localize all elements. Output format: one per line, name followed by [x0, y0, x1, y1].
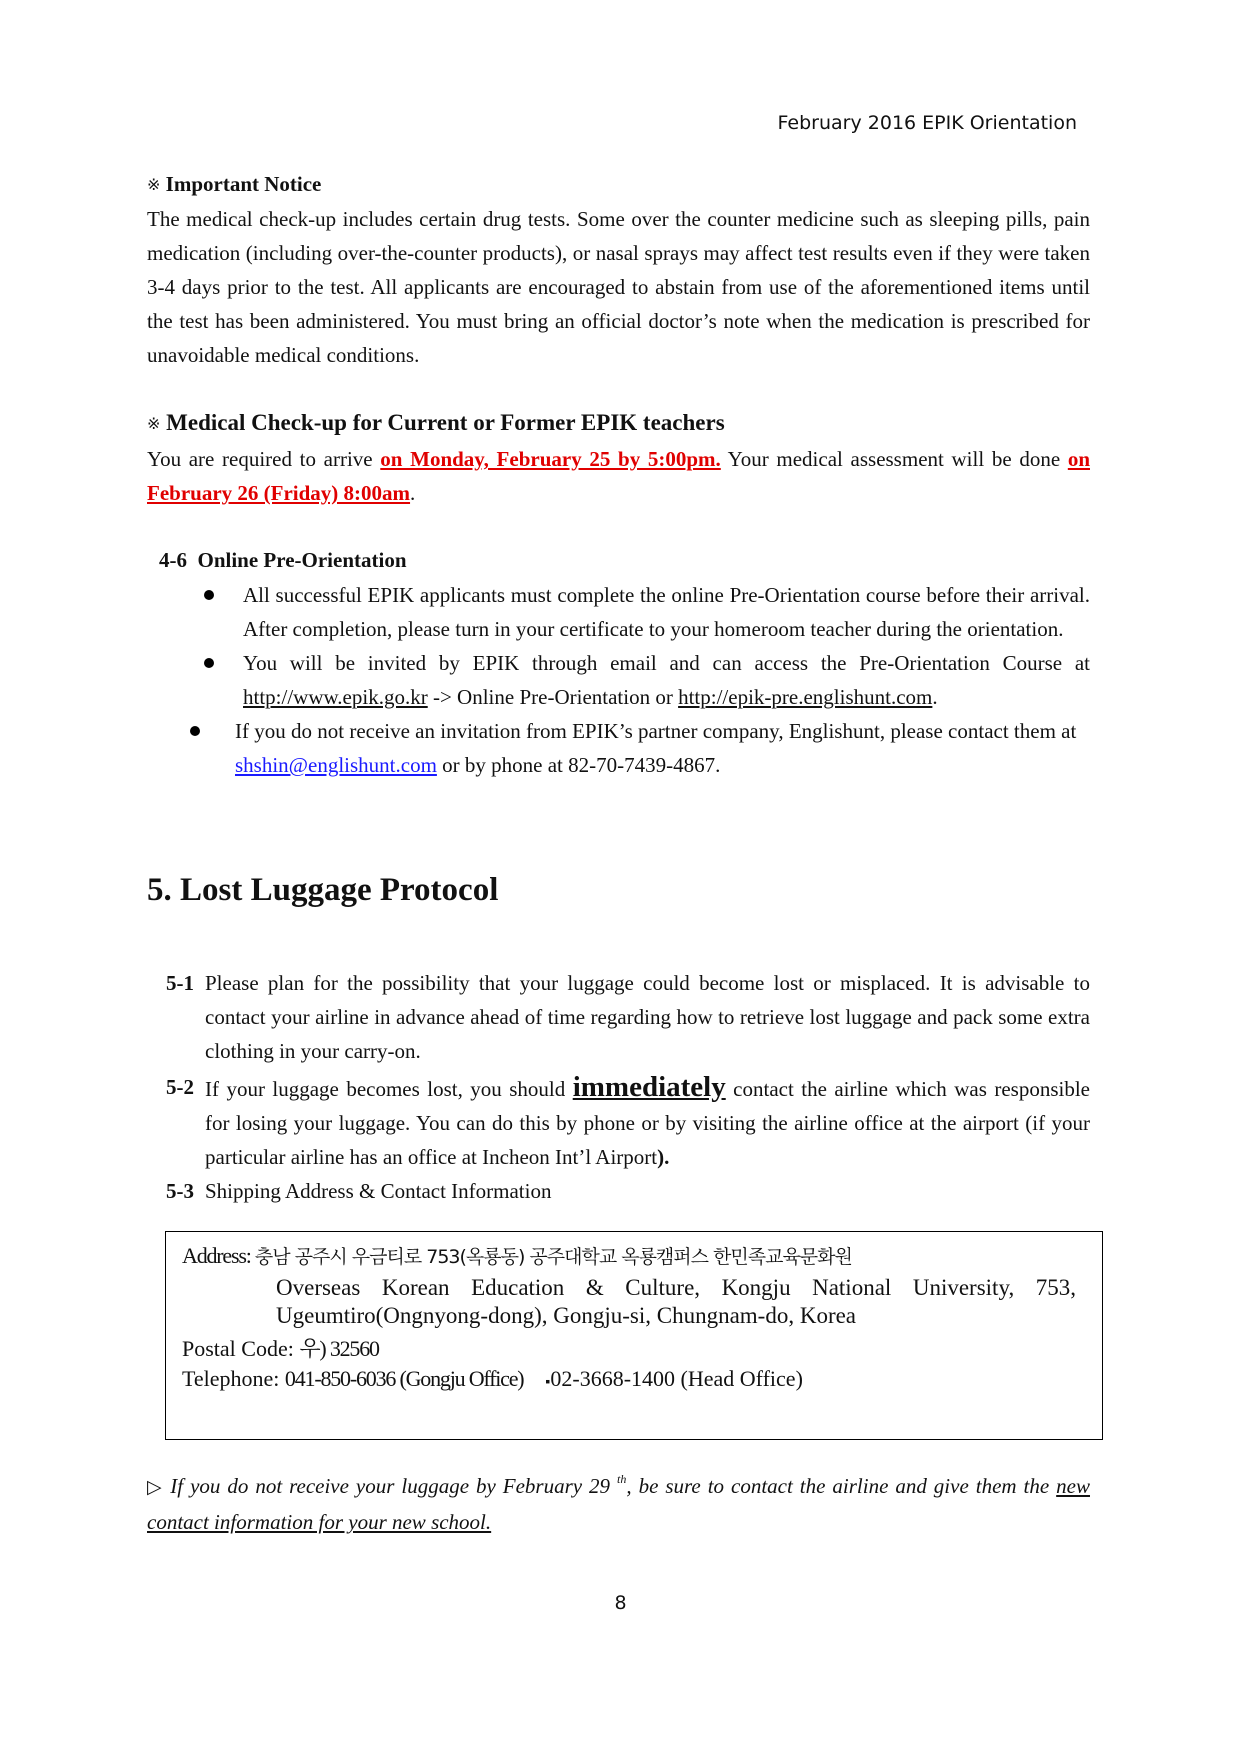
address-english: Overseas Korean Education & Culture, Kongju National University, 753, Ugeumtiro(Ongnyong-dong), Gongju-si, Chungnam-do, Korea — [276, 1275, 1076, 1328]
bullet-icon — [204, 658, 214, 668]
bullet-item: You will be invited by EPIK through email and can access the Pre-Orientation Course at http://www.epik.go.kr -> Online Pre-Orientation or http://epik-pre.englishunt.com. — [147, 646, 1090, 714]
telephone-line: Telephone: 041-850-6036 (Gongju Office) ▪02-3668-1400 (Head Office) — [182, 1366, 803, 1391]
contact-email-link[interactable]: shshin@englishunt.com — [235, 753, 437, 777]
emphasis-text: immediately — [572, 1071, 726, 1103]
bullet-icon — [190, 726, 200, 736]
medical-checkup-body: You are required to arrive on Monday, February 25 by 5:00pm. Your medical assessment will be done on February 26 (Friday) 8:00am. — [147, 447, 1090, 505]
medical-checkup-heading: ※ Medical Check-up for Current or Former EPIK teachers — [147, 410, 725, 435]
bullet-icon — [204, 590, 214, 600]
epik-website-link[interactable]: http://www.epik.go.kr — [243, 685, 428, 709]
underlined-text: new contact information for your new school. — [147, 1474, 1090, 1534]
square-bullet-icon: ▪ — [545, 1375, 551, 1390]
englishunt-website-link[interactable]: http://epik-pre.englishunt.com — [678, 685, 933, 709]
page-header: February 2016 EPIK Orientation — [777, 112, 1077, 134]
important-notice-section — [147, 170, 1090, 372]
list-item: 5-3 Shipping Address & Contact Information — [147, 1174, 1090, 1208]
reference-mark-icon: ※ — [147, 416, 161, 433]
arrival-deadline: on Monday, February 25 by 5:00pm. — [380, 447, 721, 471]
lost-luggage-section — [147, 870, 1090, 910]
luggage-note — [147, 1462, 1090, 1539]
pre-orientation-section — [147, 546, 1090, 782]
reference-mark-icon: ※ — [147, 177, 161, 194]
list-item: 5-1 Please plan for the possibility that your luggage could become lost or misplaced. It is advisable to contact your airline in advance ahead of time regarding how to retrieve lost luggage and pack some extra clothing in your carry-on. — [147, 966, 1090, 1068]
bullet-item: If you do not receive an invitation from EPIK’s partner company, Englishunt, please contact them at shshin@englishunt.com or by phone at 82-70-7439-4867. — [147, 714, 1090, 782]
postal-code-line: Postal Code: 우) 32560 — [182, 1336, 379, 1361]
lost-luggage-items — [147, 966, 1090, 1208]
address-korean-line: Address: 충남 공주시 우금티로 753(옥룡동) 공주대학교 옥룡캠퍼스 한민족교육문화원 — [182, 1243, 852, 1268]
gongju-office-phone: 041-850-6036 (Gongju Office) — [284, 1366, 524, 1391]
item-number: 5-3 — [166, 1179, 194, 1203]
page-number: 8 — [614, 1592, 627, 1614]
address-box — [165, 1231, 1103, 1440]
assessment-date: on February 26 (Friday) 8:00am — [147, 447, 1090, 505]
triangle-right-icon: ▷ — [147, 1477, 164, 1498]
item-number: 5-1 — [166, 971, 194, 995]
bullet-item: All successful EPIK applicants must complete the online Pre-Orientation course before their arrival. After completion, please turn in your certificate to your homeroom teacher during the orientation. — [147, 578, 1090, 646]
section-heading: 5. Lost Luggage Protocol — [147, 872, 499, 908]
medical-checkup-section — [147, 408, 1090, 510]
item-number: 5-2 — [166, 1075, 194, 1099]
note-text: ▷ If you do not receive your luggage by February 29 $^{th}$, be sure to contact the airline and give them the new contact information for your new school. — [147, 1472, 1090, 1534]
important-notice-heading: ※ Important Notice — [147, 172, 322, 196]
list-item: 5-2 If your luggage becomes lost, you should immediately contact the airline which was responsible for losing your luggage. You can do this by phone or by visiting the airline office at the airport (if your particular airline has an office at Incheon Int’l Airport). — [166, 1071, 1090, 1169]
important-notice-body: The medical check-up includes certain drug tests. Some over the counter medicine such as sleeping pills, pain medication (including over-the-counter products), or nasal sprays may affect test results even if they were taken 3-4 days prior to the test. All applicants are encouraged to abstain from use of the aforementioned items until the test has been administered. You must bring an official doctor’s note when the medication is prescribed for unavoidable medical conditions. — [147, 207, 1090, 367]
head-office-phone: 02-3668-1400 (Head Office) — [550, 1366, 803, 1391]
pre-orientation-heading: 4-6 Online Pre-Orientation — [159, 548, 407, 572]
